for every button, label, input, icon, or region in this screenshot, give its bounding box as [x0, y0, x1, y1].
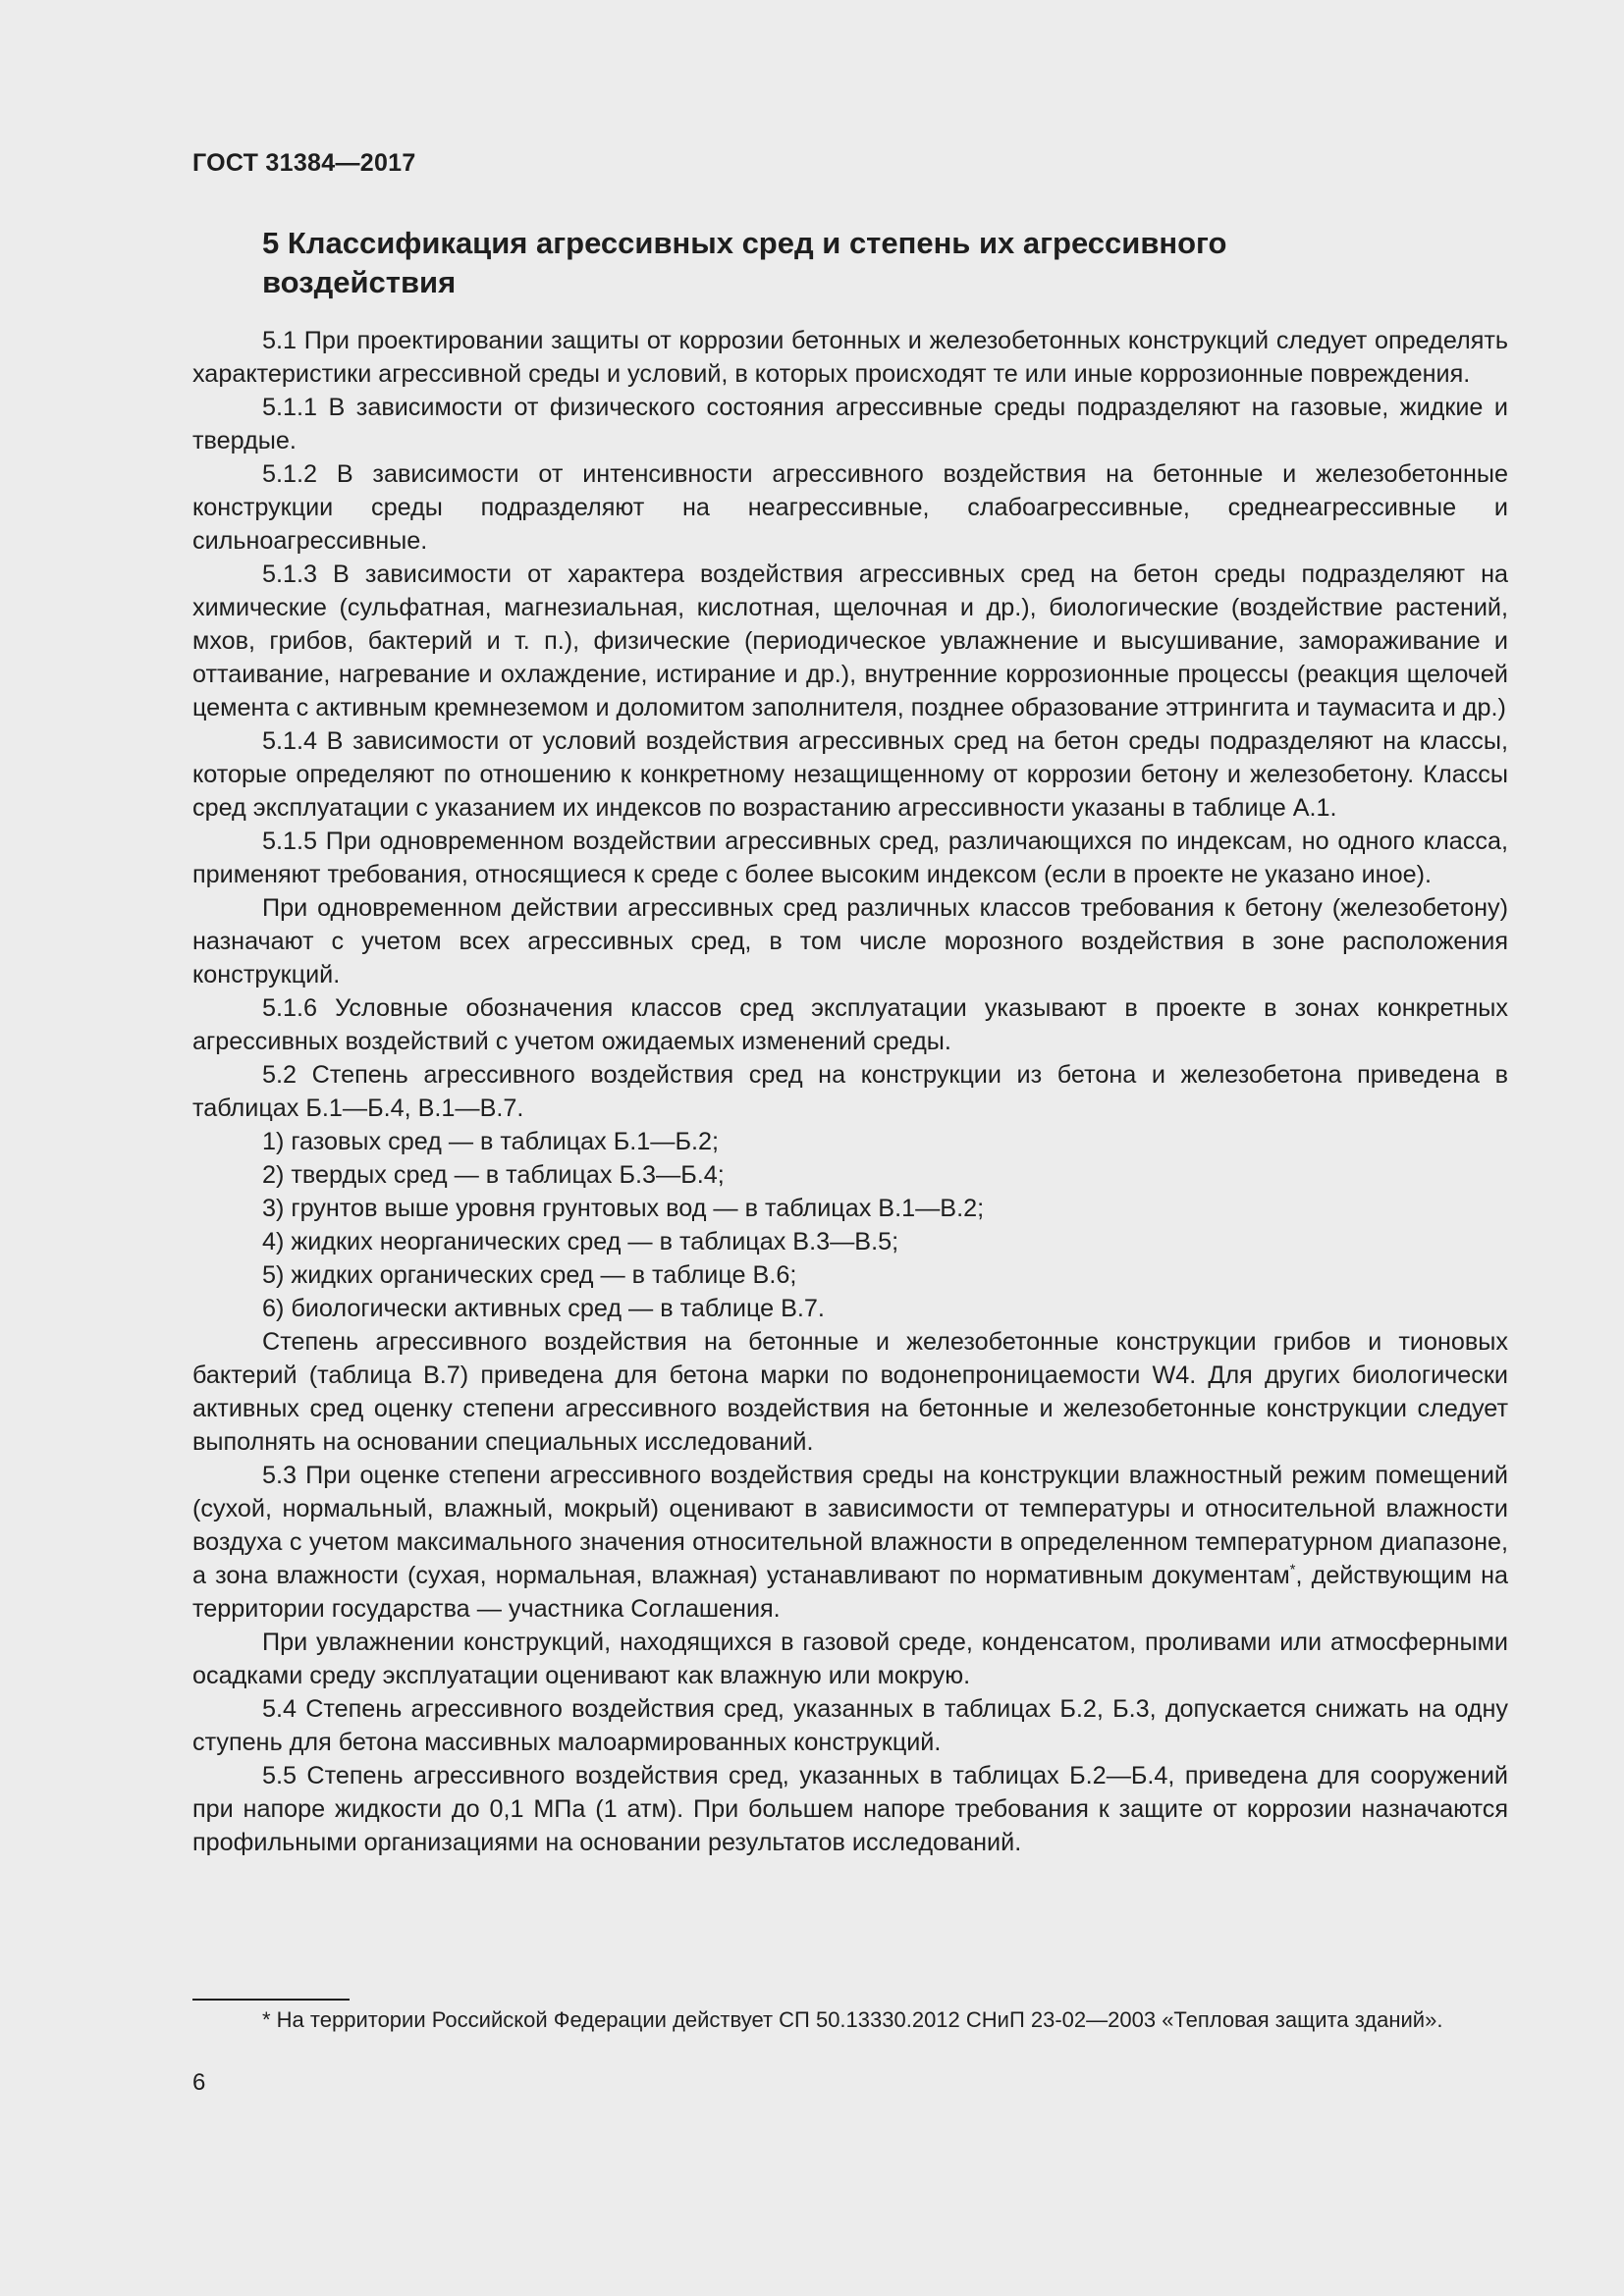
- list-item: 2) твердых сред — в таблицах Б.3—Б.4;: [262, 1161, 725, 1189]
- paragraph-5-1-5: 5.1.5 При одновременном воздействии агрессивных сред, различающихся по индексам, но одного класса, применяют требования, относящиеся к среде с более высоким индексом (если в проекте не указано иное).: [192, 828, 1508, 888]
- paragraph-5-1: 5.1 При проектировании защиты от коррозии бетонных и железобетонных конструкций следует определять характеристики агрессивной среды и условий, в которых происходят те или иные коррозионные повреждения.: [192, 327, 1508, 388]
- paragraph-5-5: 5.5 Степень агрессивного воздействия сред, указанных в таблицах Б.2—Б.4, приведена для сооружений при напоре жидкости до 0,1 МПа (1 атм). При большем напоре требования к защите от коррозии назначаются профильными организациями на основании результатов исследований.: [192, 1762, 1508, 1856]
- footnote-text: * На территории Российской Федерации действует СП 50.13330.2012 СНиП 23-02—2003 «Тепловая защита зданий».: [262, 2007, 1443, 2032]
- page-number: 6: [192, 2069, 206, 2096]
- paragraph-5-3-cont: При увлажнении конструкций, находящихся в газовой среде, конденсатом, проливами или атмосферными осадками среду эксплуатации оценивают как влажную или мокрую.: [192, 1629, 1508, 1689]
- paragraph-5-1-3: 5.1.3 В зависимости от характера воздействия агрессивных сред на бетон среды подразделяют на химические (сульфатная, магнезиальная, кислотная, щелочная и др.), биологические (воздействие растений, мхов, грибов, бактерий и т. п.), физические (периодическое увлажнение и высушивание, замораживание и оттаивание, нагревание и охлаждение, истирание и др.), внутренние коррозионные процессы (реакция щелочей цемента с активным кремнеземом и доломитом заполнителя, позднее образование эттрингита и таумасита и др.): [192, 561, 1508, 721]
- footnote-marker: *: [1289, 1561, 1296, 1578]
- paragraph-5-1-4: 5.1.4 В зависимости от условий воздействия агрессивных сред на бетон среды подразделяют на классы, которые определяют по отношению к конкретному незащищенному от коррозии бетону и железобетону. Классы сред эксплуатации с указанием их индексов по возрастанию агрессивности указаны в таблице А.1.: [192, 727, 1508, 822]
- paragraph-5-3-tail: , действующим на территории государства — участника Соглашения.: [192, 1562, 1508, 1623]
- paragraph-5-1-5-cont: При одновременном действии агрессивных сред различных классов требования к бетону (железобетону) назначают с учетом всех агрессивных сред, в том числе морозного воздействия в зоне расположения конструкций.: [192, 894, 1508, 988]
- list-item: 1) газовых сред — в таблицах Б.1—Б.2;: [262, 1128, 720, 1155]
- paragraph-5-4: 5.4 Степень агрессивного воздействия сред, указанных в таблицах Б.2, Б.3, допускается снижать на одну ступень для бетона массивных малоармированных конструкций.: [192, 1695, 1508, 1756]
- paragraph-5-3: [192, 1459, 1508, 1626]
- paragraph-5-2: 5.2 Степень агрессивного воздействия сред на конструкции из бетона и железобетона приведена в таблицах Б.1—Б.4, В.1—В.7.: [192, 1061, 1508, 1122]
- paragraph-5-1-6: 5.1.6 Условные обозначения классов сред эксплуатации указывают в проекте в зонах конкретных агрессивных воздействий с учетом ожидаемых изменений среды.: [192, 994, 1508, 1055]
- body-text: [192, 324, 1508, 1859]
- list-item: 6) биологически активных сред — в таблице В.7.: [262, 1295, 825, 1322]
- list-item: 5) жидких органических сред — в таблице В.6;: [262, 1261, 797, 1289]
- paragraph-5-1-2: 5.1.2 В зависимости от интенсивности агрессивного воздействия на бетонные и железобетонные конструкции среды подразделяют на неагрессивные, слабоагрессивные, среднеагрессивные и сильноагрессивные.: [192, 460, 1508, 555]
- paragraph-5-1-1: 5.1.1 В зависимости от физического состояния агрессивные среды подразделяют на газовые, жидкие и твердые.: [192, 394, 1508, 454]
- footnote-divider: [192, 1999, 350, 2001]
- section-title: 5 Классификация агрессивных сред и степень их агрессивного воздействия: [262, 226, 1227, 299]
- paragraph-biological: Степень агрессивного воздействия на бетонные и железобетонные конструкции грибов и тионовых бактерий (таблица В.7) приведена для бетона марки по водонепроницаемости W4. Для других биологически активных сред оценку степени агрессивного воздействия на бетонные и железобетонные конструкции следует выполнять на основании специальных исследований.: [192, 1328, 1508, 1456]
- footnote: [192, 2004, 1508, 2036]
- list-item: 4) жидких неорганических сред — в таблицах В.3—В.5;: [262, 1228, 899, 1255]
- list-item: 3) грунтов выше уровня грунтовых вод — в таблицах В.1—В.2;: [262, 1195, 985, 1222]
- document-id: ГОСТ 31384—2017: [192, 149, 416, 177]
- paragraph-5-3-text: 5.3 При оценке степени агрессивного воздействия среды на конструкции влажностный режим помещений (сухой, нормальный, влажный, мокрый) оценивают в зависимости от температуры и относительной влажности воздуха с учетом максимального значения относительной влажности в определенном температурном диапазоне, а зона влажности (сухая, нормальная, влажная) устанавливают по нормативным документам: [192, 1462, 1508, 1589]
